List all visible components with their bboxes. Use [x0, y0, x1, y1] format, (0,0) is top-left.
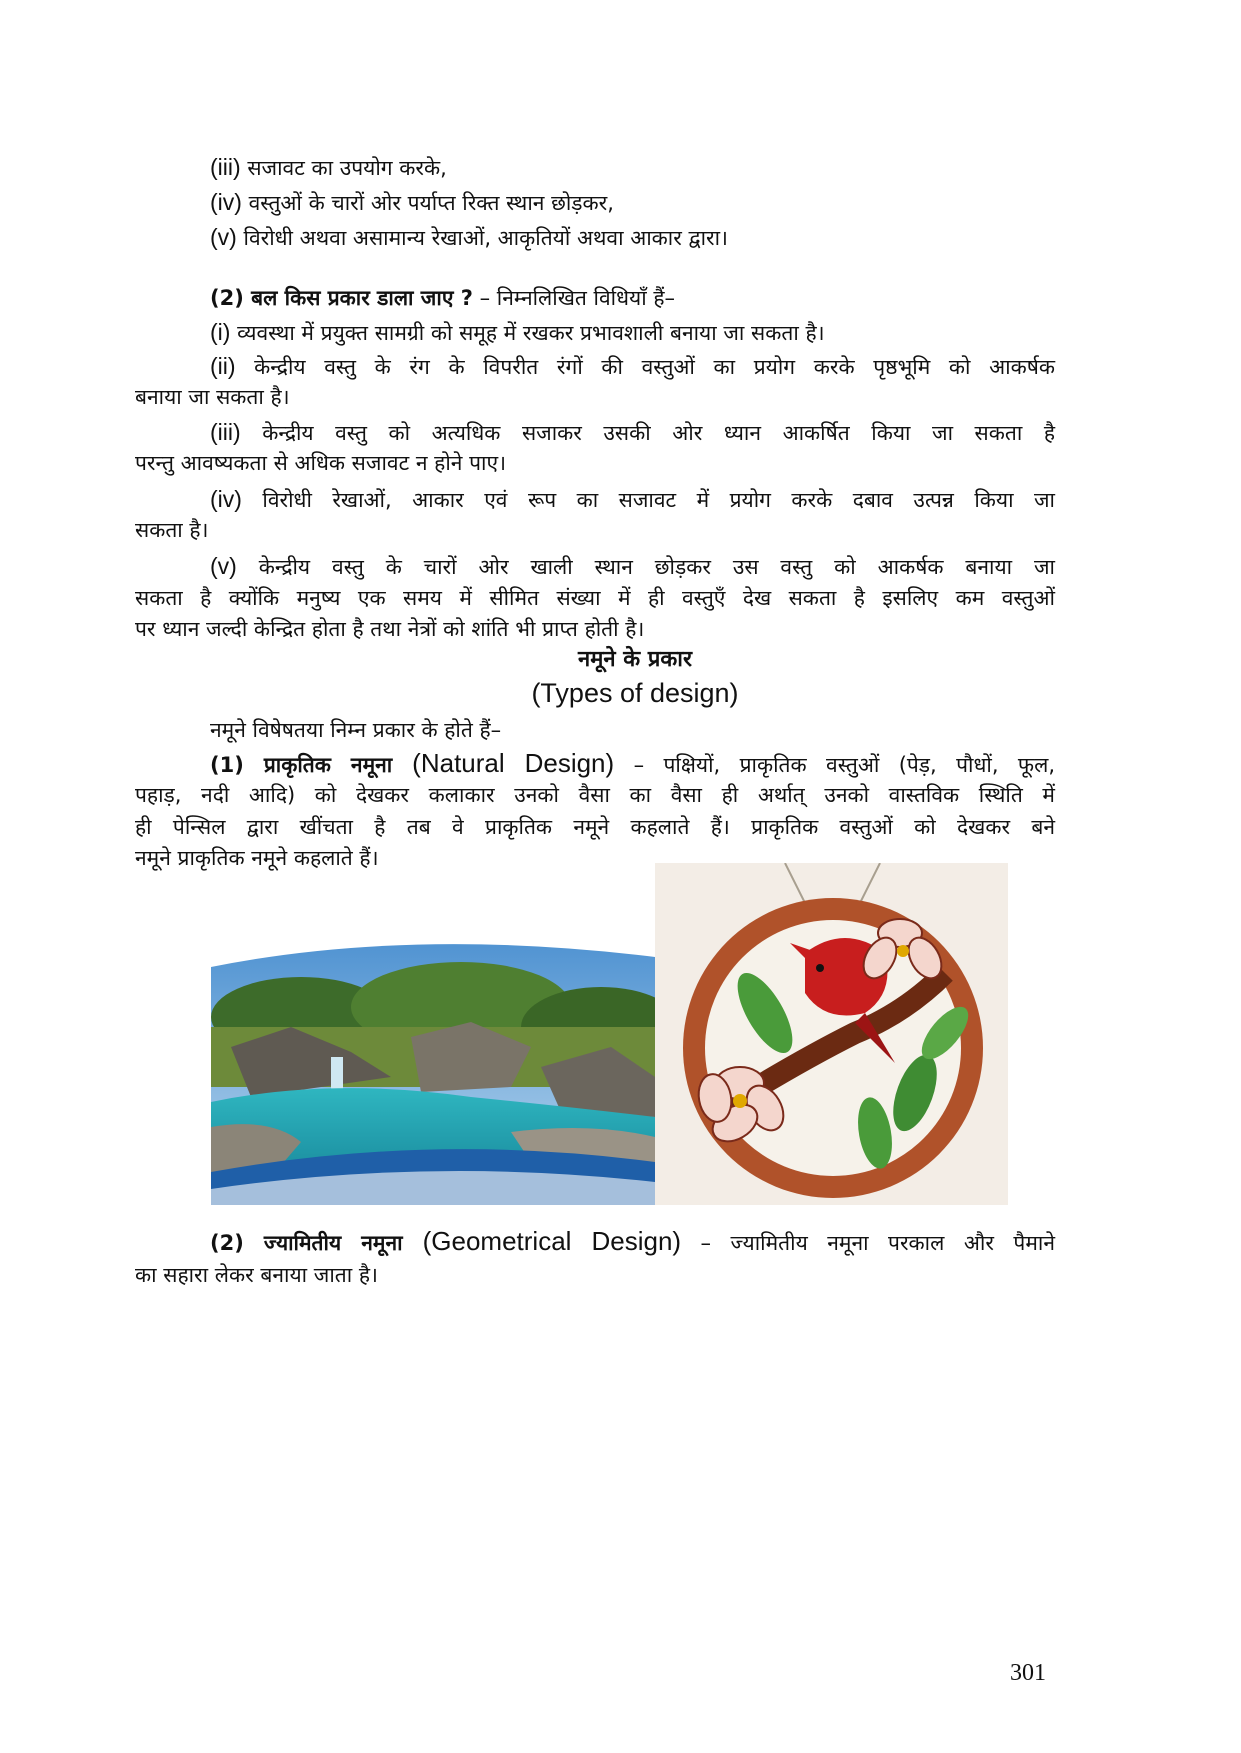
- paragraph-continued: नमूने प्राकृतिक नमूने कहलाते हैं।: [135, 846, 379, 870]
- section-subtitle: (Types of design): [531, 678, 739, 708]
- natural-design-image: [211, 927, 655, 1205]
- section-heading: (2) बल किस प्रकार डाला जाए ? – निम्नलिखित विधियाँ हैं–: [210, 286, 675, 310]
- paragraph-continued: सकता है क्योंकि मनुष्य एक समय में सीमित संख्या में ही वस्तुएँ देख सकता है इसलिए कम वस्तुओं: [135, 586, 1055, 610]
- page-number: 301: [1010, 1660, 1046, 1686]
- paragraph-continued: पर ध्यान जल्दी केन्द्रित होता है तथा नेत्रों को शांति भी प्राप्त होती है।: [135, 617, 645, 641]
- paragraph: (i) व्यवस्था में प्रयुक्त सामग्री को समूह में रखकर प्रभावशाली बनाया जा सकता है।: [210, 319, 825, 345]
- paragraph: (ii) केन्द्रीय वस्तु के रंग के विपरीत रंगों की वस्तुओं का प्रयोग करके पृष्ठभूमि को आकर्षक: [210, 353, 1055, 379]
- paragraph: (iv) विरोधी रेखाओं, आकार एवं रूप का सजावट में प्रयोग करके दबाव उत्पन्न किया जा: [210, 486, 1055, 512]
- paragraph-continued: बनाया जा सकता है।: [135, 385, 290, 409]
- paragraph-continued: पहाड़, नदी आदि) को देखकर कलाकार उनको वैसा का वैसा ही अर्थात् उनको वास्तविक स्थिति में: [135, 783, 1055, 807]
- paragraph-continued: सकता है।: [135, 518, 209, 542]
- paragraph: नमूने विषेषतया निम्न प्रकार के होते हैं–: [210, 718, 502, 742]
- paragraph: (v) केन्द्रीय वस्तु के चारों ओर खाली स्थान छोड़कर उस वस्तु को आकर्षक बनाया जा: [210, 553, 1055, 579]
- paragraph: (1) प्राकृतिक नमूना (Natural Design) – पक्षियों, प्राकृतिक वस्तुओं (पेड़, पौधों, फूल,: [210, 748, 1056, 778]
- paragraph: (iii) केन्द्रीय वस्तु को अत्यधिक सजाकर उसकी ओर ध्यान आकर्षित किया जा सकता है: [210, 419, 1055, 445]
- stained-glass-image: [655, 863, 1008, 1205]
- section-title: नमूने के प्रकार: [578, 647, 692, 672]
- list-item: (iv) वस्तुओं के चारों ओर पर्याप्त रिक्त स्थान छोड़कर,: [210, 189, 614, 215]
- list-item: (iii) सजावट का उपयोग करके,: [210, 154, 447, 180]
- paragraph: (2) ज्यामितीय नमूना (Geometrical Design) – ज्यामितीय नमूना परकाल और पैमाने: [210, 1226, 1055, 1256]
- paragraph-continued: परन्तु आवष्यकता से अधिक सजावट न होने पाए।: [135, 451, 507, 475]
- paragraph-continued: का सहारा लेकर बनाया जाता है।: [135, 1263, 378, 1287]
- list-item: (v) विरोधी अथवा असामान्य रेखाओं, आकृतियों अथवा आकार द्वारा।: [210, 224, 729, 250]
- paragraph-continued: ही पेन्सिल द्वारा खींचता है तब वे प्राकृतिक नमूने कहलाते हैं। प्राकृतिक वस्तुओं को देखकर बने: [135, 815, 1055, 839]
